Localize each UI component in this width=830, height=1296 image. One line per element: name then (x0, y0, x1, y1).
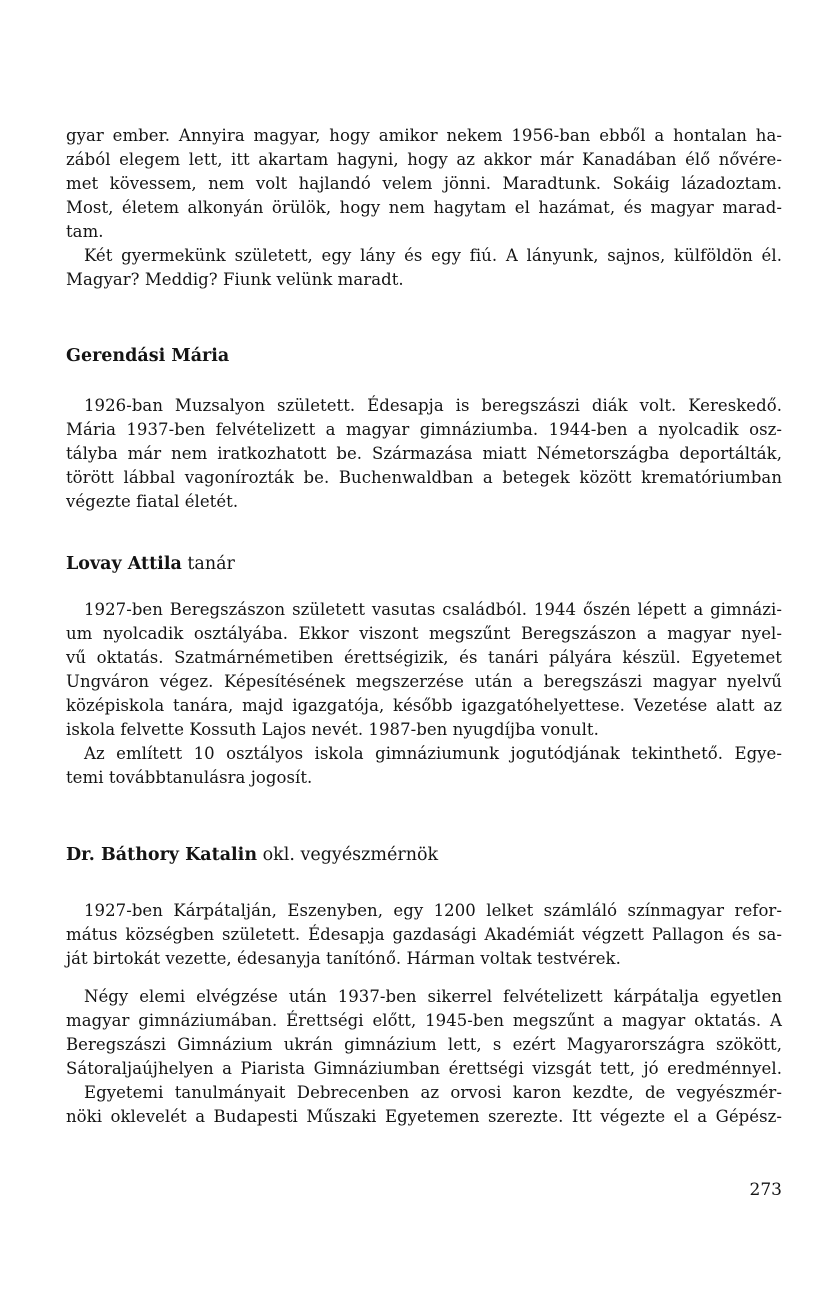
text-line: 1927-ben Kárpátalján, Eszenyben, egy 1200 lelket számláló színmagyar refor- (84, 901, 782, 920)
person-title: tanár (181, 554, 235, 574)
section-heading (66, 551, 235, 577)
text-line: temi továbbtanulásra jogosít. (66, 768, 313, 787)
text-line: gyar ember. Annyira magyar, hogy amikor nekem 1956-ban ebből a hontalan ha- (66, 126, 782, 145)
text-line: Ungváron végez. Képesítésének megszerzése után a beregszászi magyar nyelvű (66, 672, 782, 691)
section-body (66, 985, 782, 1129)
text-line: um nyolcadik osztályába. Ekkor viszont megszűnt Beregszászon a magyar nyel- (66, 624, 782, 643)
text-line: végezte fiatal életét. (66, 492, 239, 511)
text-line: Két gyermekünk született, egy lány és egy fiú. A lányunk, sajnos, külföldön él. (84, 246, 782, 265)
person-name: Dr. Báthory Katalin (66, 845, 258, 865)
text-line: Egyetemi tanulmányait Debrecenben az orvosi karon kezdte, de vegyészmér- (84, 1083, 782, 1102)
intro-paragraph (66, 124, 782, 292)
text-line: nöki oklevelét a Budapesti Műszaki Egyetemen szerezte. Itt végezte el a Gépész- (66, 1107, 782, 1126)
section-body (66, 598, 782, 790)
person-name: Lovay Attila (66, 554, 182, 574)
person-name: Gerendási Mária (66, 346, 230, 366)
text-line: Most, életem alkonyán örülök, hogy nem hagytam el hazámat, és magyar marad- (66, 198, 782, 217)
text-line: törött lábbal vagonírozták be. Buchenwaldban a betegek között krematóriumban (66, 468, 782, 487)
text-line: ját birtokát vezette, édesanyja tanítónő. Hárman voltak testvérek. (66, 949, 621, 968)
text-line: 1926-ban Muzsalyon született. Édesapja is beregszászi diák volt. Kereskedő. (84, 396, 782, 415)
text-line: Az említett 10 osztályos iskola gimnáziumunk jogutódjának tekinthető. Egye- (84, 744, 782, 763)
section-heading (66, 343, 229, 369)
section-heading (66, 842, 438, 868)
page-number: 273 (749, 1180, 782, 1200)
text-line: Mária 1937-ben felvételizett a magyar gimnáziumba. 1944-ben a nyolcadik osz- (66, 420, 782, 439)
section-body (66, 394, 782, 514)
text-line: mátus községben született. Édesapja gazdasági Akadémiát végzett Pallagon és sa- (66, 925, 782, 944)
text-line: zából elegem lett, itt akartam hagyni, hogy az akkor már Kanadában élő nővére- (66, 150, 782, 169)
text-line: tályba már nem iratkozhatott be. Származása miatt Németországba deportálták, (66, 444, 782, 463)
person-title: okl. vegyészmérnök (257, 845, 439, 865)
section-body (66, 899, 782, 971)
text-line: met kövessem, nem volt hajlandó velem jönni. Maradtunk. Sokáig lázadoztam. (66, 174, 782, 193)
text-line: Beregszászi Gimnázium ukrán gimnázium lett, s ezért Magyarországra szökött, (66, 1035, 782, 1054)
text-line: középiskola tanára, majd igazgatója, később igazgatóhelyettese. Vezetése alatt az (66, 696, 782, 715)
text-line: iskola felvette Kossuth Lajos nevét. 1987-ben nyugdíjba vonult. (66, 720, 599, 739)
text-line: Négy elemi elvégzése után 1937-ben sikerrel felvételizett kárpátalja egyetlen (84, 987, 782, 1006)
text-line: Magyar? Meddig? Fiunk velünk maradt. (66, 270, 404, 289)
text-line: Sátoraljaújhelyen a Piarista Gimnáziumban érettségi vizsgát tett, jó eredménnyel. (66, 1059, 782, 1078)
text-line: tam. (66, 222, 104, 241)
document-page (66, 0, 782, 1296)
text-line: 1927-ben Beregszászon született vasutas családból. 1944 őszén lépett a gimnázi- (84, 600, 782, 619)
text-line: magyar gimnáziumában. Érettségi előtt, 1945-ben megszűnt a magyar oktatás. A (66, 1011, 782, 1030)
text-line: vű oktatás. Szatmárnémetiben érettségizik, és tanári pályára készül. Egyetemet (66, 648, 782, 667)
